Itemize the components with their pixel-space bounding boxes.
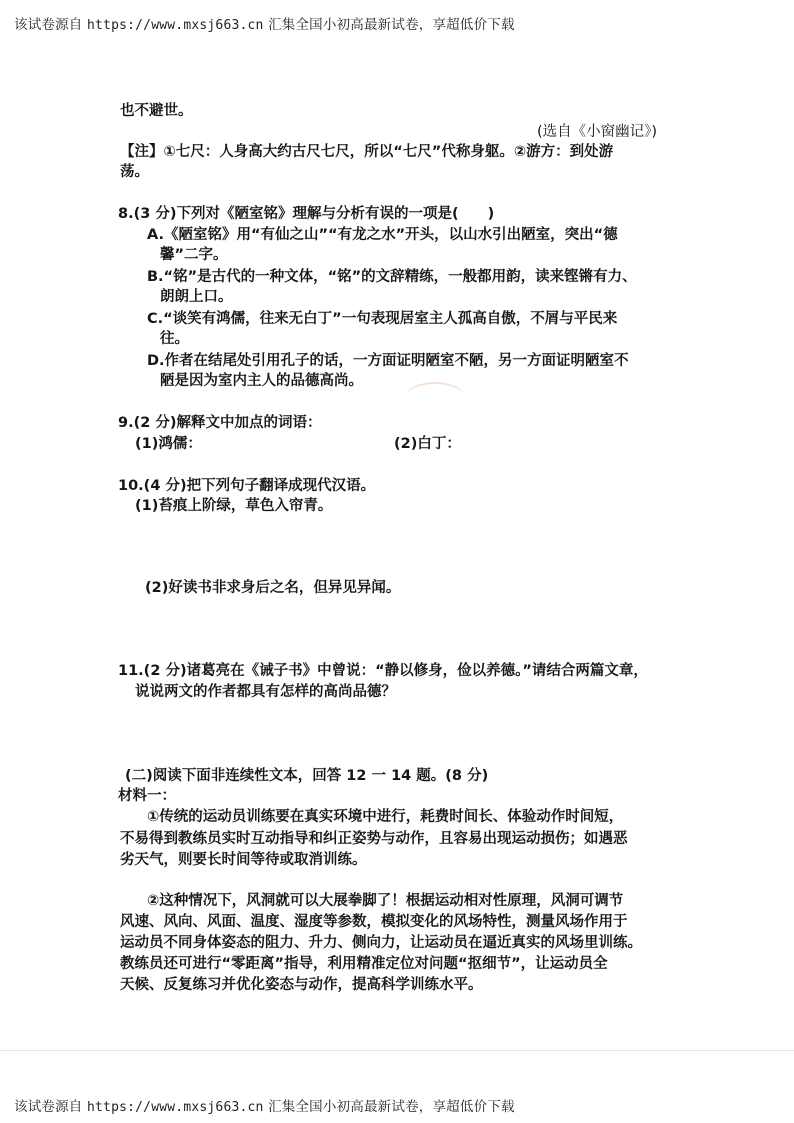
q10-stem: 10.(4 分)把下列句子翻译成现代汉语。 (118, 478, 376, 494)
footer-banner (14, 1095, 515, 1115)
material-p1-line2: 不易得到教练员实时互动指导和纠正姿势与动作，且容易出现运动损伤；如遇恶 (120, 831, 628, 847)
material-one-label: 材料一： (118, 788, 176, 804)
q11-line-1: 11.(2 分)诸葛亮在《诫子书》中曾说：“静以修身，俭以养德。”请结合两篇文章， (118, 663, 648, 679)
passage-source: (选自《小窗幽记》) (537, 124, 658, 140)
note-line-2: 荡。 (120, 164, 149, 180)
q10-item-2: (2)好读书非求身后之名，但异见异闻。 (145, 580, 401, 596)
faint-watermark-arc (405, 382, 465, 414)
q8-option-a-line1: A.《陋室铭》用“有仙之山”“有龙之水”开头，以山水引出陋室，突出“德 (147, 227, 618, 243)
material-p1-line1: ①传统的运动员训练要在真实环境中进行，耗费时间长、体验动作时间短， (147, 809, 624, 825)
passage-tail: 也不避世。 (120, 103, 193, 119)
material-p2-line3: 运动员不同身体姿态的阻力、升力、侧向力，让运动员在逼近真实的风场里训练。 (120, 935, 642, 951)
footer-divider (0, 1050, 794, 1051)
footer-url-link[interactable]: https://www.mxsj663.cn (87, 1100, 264, 1115)
material-p2-line4: 教练员还可进行“零距离”指导，利用精准定位对问题“抠细节”，让运动员全 (120, 956, 608, 972)
header-suffix: 汇集全国小初高最新试卷，享超低价下载 (263, 17, 515, 33)
q8-option-a-line2: 馨”二字。 (160, 247, 228, 263)
q8-option-c-line1: C.“谈笑有鸿儒，往来无白丁”一句表现居室主人孤高自傲，不屑与平民来 (147, 311, 618, 327)
material-p2-line1: ②这种情况下，风洞就可以大展拳脚了！根据运动相对性原理，风洞可调节 (147, 893, 624, 909)
q8-stem: 8.(3 分)下列对《陋室铭》理解与分析有误的一项是( ) (118, 206, 495, 222)
q10-item-1: (1)苔痕上阶绿，草色入帘青。 (135, 498, 333, 514)
section2-heading: (二)阅读下面非连续性文本，回答 12 一 14 题。(8 分) (125, 768, 489, 784)
footer-prefix: 该试卷源自 (14, 1099, 87, 1115)
header-banner (14, 13, 515, 33)
q9-item-2: (2)白丁： (394, 436, 461, 452)
header-prefix: 该试卷源自 (14, 17, 87, 33)
note-line-1: 【注】①七尺：人身高大约古尺七尺，所以“七尺”代称身躯。②游方：到处游 (120, 144, 614, 160)
q9-item-1: (1)鸿儒： (135, 436, 202, 452)
footer-suffix: 汇集全国小初高最新试卷，享超低价下载 (263, 1099, 515, 1115)
q8-option-b-line2: 朗朗上口。 (160, 289, 233, 305)
q8-option-b-line1: B.“铭”是古代的一种文体，“铭”的文辞精练，一般都用韵，读来铿锵有力、 (147, 269, 637, 285)
material-p2-line5: 天候、反复练习并优化姿态与动作，提高科学训练水平。 (120, 977, 483, 993)
material-p2-line2: 风速、风向、风面、温度、湿度等参数，模拟变化的风场特性，测量风场作用于 (120, 914, 628, 930)
q8-option-d-line1: D.作者在结尾处引用孔子的话，一方面证明陋室不陋，另一方面证明陋室不 (147, 353, 629, 369)
q11-line-2: 说说两文的作者都具有怎样的高尚品德？ (135, 684, 396, 700)
material-p1-line3: 劣天气，则要长时间等待或取消训练。 (120, 852, 367, 868)
q8-option-c-line2: 往。 (160, 331, 189, 347)
q8-option-d-line2: 陋是因为室内主人的品德高尚。 (160, 373, 363, 389)
header-url-link[interactable]: https://www.mxsj663.cn (87, 18, 264, 33)
q9-stem: 9.(2 分)解释文中加点的词语： (118, 415, 322, 431)
